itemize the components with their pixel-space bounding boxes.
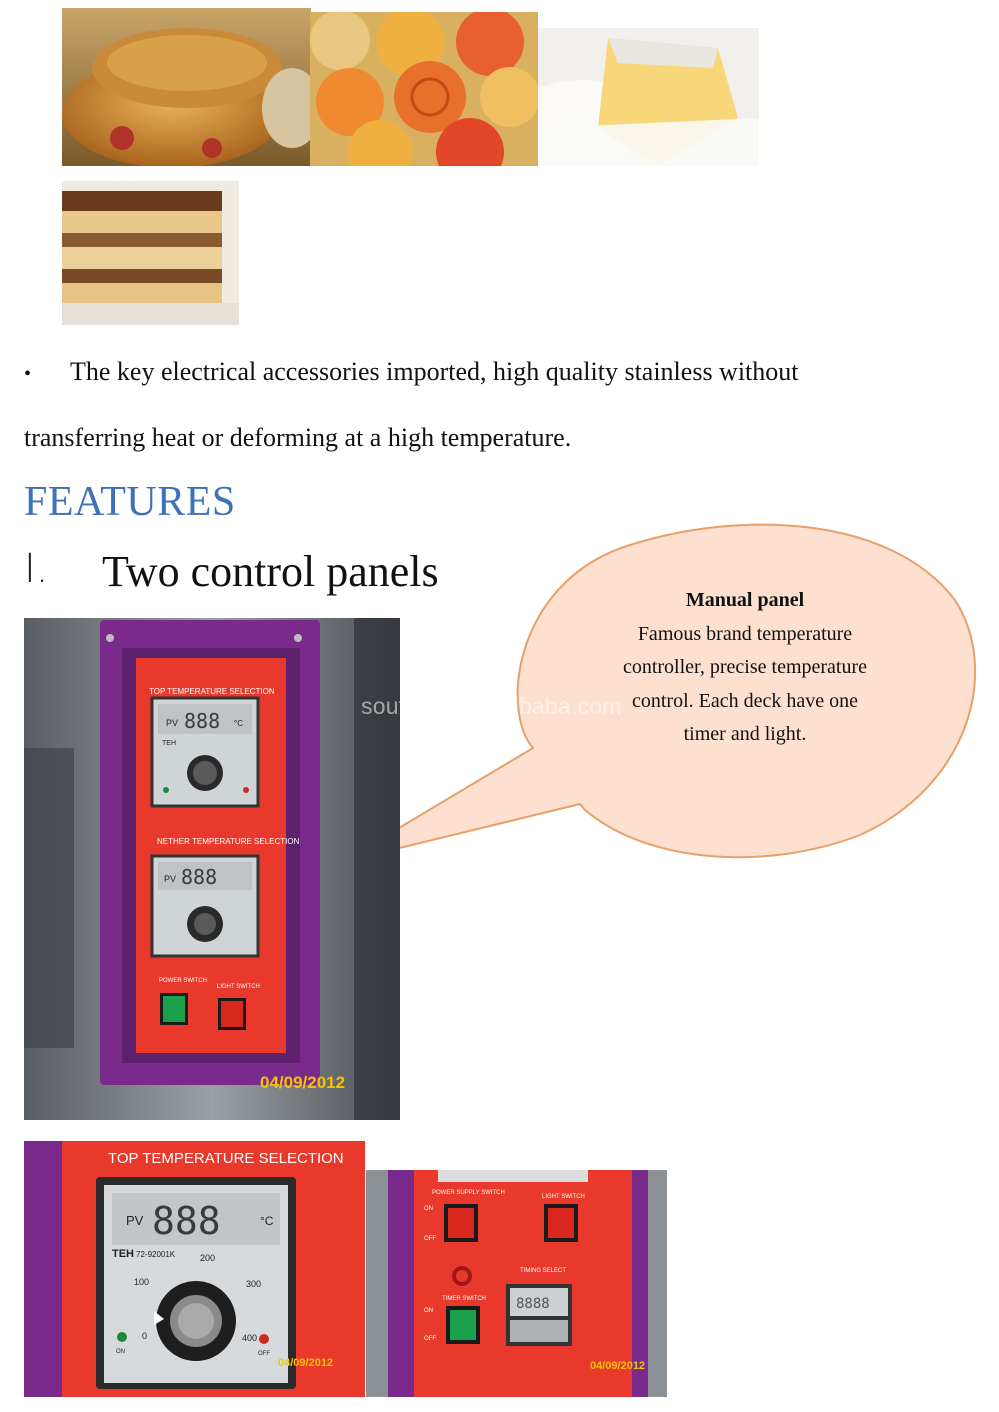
svg-text:PV: PV [126,1213,144,1228]
food-photo-sponge-cake [538,28,759,166]
photo-date-temp-closeup: 04/09/2012 [278,1357,334,1369]
svg-text:LIGHT SWITCH: LIGHT SWITCH [217,984,260,990]
callout-line: Famous brand temperature [637,622,853,645]
svg-text:TIMING SELECT: TIMING SELECT [520,1268,567,1274]
svg-text:0: 0 [142,1331,148,1341]
top-temp-label: TOP TEMPERATURE SELECTION [149,687,275,696]
bullet-text-line2: transferring heat or deforming at a high temperature. [24,423,572,452]
svg-text:72-92001K: 72-92001K [136,1250,176,1259]
bullet-text-line1: The key electrical accessories imported, high quality stainless without [70,357,799,386]
svg-text:200: 200 [200,1253,216,1263]
svg-text:POWER SUPPLY SWITCH: POWER SUPPLY SWITCH [432,1190,505,1196]
svg-text:ON: ON [116,1349,125,1355]
nether-temp-label: NETHER TEMPERATURE SELECTION [157,837,300,846]
callout-text [576,584,914,752]
svg-text:°C: °C [234,719,243,728]
svg-text:ON: ON [424,1308,433,1314]
svg-text:300: 300 [246,1279,262,1289]
callout-title: Manual panel [685,589,805,611]
svg-text:LIGHT SWITCH: LIGHT SWITCH [542,1194,585,1200]
callout-line: timer and light. [683,723,807,745]
svg-text:TIMER SWITCH: TIMER SWITCH [442,1296,486,1302]
svg-text:OFF: OFF [424,1236,436,1242]
svg-text:°C: °C [260,1214,274,1228]
section-title: Two control panels [102,547,439,596]
section-number: I. [24,546,49,592]
food-photo-mooncakes [310,12,538,166]
svg-text:8888: 8888 [516,1296,550,1312]
svg-text:PV: PV [166,718,179,728]
svg-text:888: 888 [152,1199,221,1243]
svg-text:OFF: OFF [258,1351,270,1357]
svg-text:ON: ON [424,1206,433,1212]
callout-line: control. Each deck have one [631,689,858,712]
svg-text:888: 888 [184,709,221,733]
svg-text:400: 400 [242,1333,258,1343]
callout-line: controller, precise temperature [622,656,868,678]
control-panel-photo [24,618,400,1120]
svg-text:TEH: TEH [112,1248,134,1260]
bullet-paragraph-line1 [24,352,799,394]
svg-text:888: 888 [181,865,218,889]
svg-text:TEH: TEH [162,740,176,747]
svg-text:100: 100 [134,1277,150,1287]
food-photo-layer-cake [62,181,239,325]
bullet-marker: • [24,363,32,385]
svg-text:TOP TEMPERATURE SELECTION: TOP TEMPERATURE SELECTION [108,1150,344,1167]
features-heading: FEATURES [24,479,236,525]
svg-text:PV: PV [164,874,177,884]
svg-text:OFF: OFF [424,1336,436,1342]
svg-text:POWER SWITCH: POWER SWITCH [159,978,207,984]
watermark-text: southstar.en.alibaba.com [361,693,622,719]
photo-date-main: 04/09/2012 [260,1073,346,1092]
food-photo-bread [62,8,311,166]
photo-date-switch-closeup: 04/09/2012 [590,1360,646,1372]
